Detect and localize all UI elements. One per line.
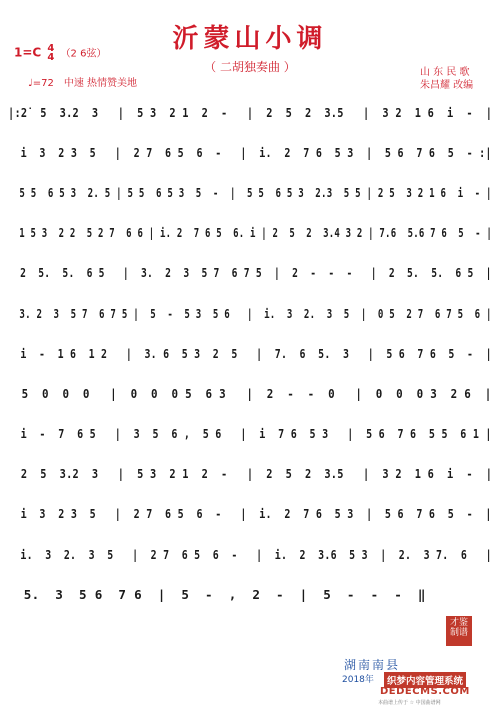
tempo-marking: ♩=72 中速 热情赞美地: [28, 78, 137, 89]
score-line-notes: 5. 3 5 6 7 6 | 5 - , 2 - | 5 - - - ‖: [8, 586, 426, 602]
score-line: [8, 132, 494, 172]
score-line: [8, 574, 494, 614]
seal-stamp: 才鉴 制谱: [446, 616, 472, 646]
score-line: [8, 172, 494, 212]
score-line: [8, 534, 494, 574]
score-line-notes: 5 0 0 0 | 0 0 0 5 6 3 | 2 - - 0 | 0 0 0 3 2 6 |: [8, 385, 492, 401]
score-line-notes: i 3 2 3 5 | 2 7 6 5 6 - | i. 2 7 6 5 3 | 5 6 7 6 5 - |: [8, 506, 492, 522]
score-line-notes: i - 1 6 1 2 | 3. 6 5 3 2 5 | 7. 6 5. 3 | 5 6 7 6 5 - |: [8, 345, 492, 361]
score-line-notes: i 3 2 3 5 | 2 7 6 5 6 - | i. 2 7 6 5 3 | 5 6 7 6 5 - :|: [8, 144, 492, 160]
score-line-notes: 2 5 3.2 3 | 5 3 2 1 2 - | 2 5 2 3.5 | 3 2 1 6 i - |: [8, 466, 493, 482]
arranger-label: 朱昌耀 改编: [420, 80, 474, 91]
score-body: [8, 92, 494, 614]
subtitle: （ 二胡独奏曲 ）: [204, 60, 296, 74]
score-line: [8, 253, 494, 293]
page-title: 沂蒙山小调: [172, 24, 328, 54]
score-line-notes: i - 7 6 5 | 3 5 6 , 5 6 | i 7 6 5 3 | 5 6 7 6 5 5 6 1 |: [8, 426, 492, 442]
score-line: [8, 373, 494, 413]
score-line: [8, 333, 494, 373]
score-line: [8, 494, 494, 534]
score-line-notes: 3. 2 3 5 7 6 7 5 | 5 - 5 3 5 6 | i. 3 2. 3 5 | 0 5 2 7 6 7 5 6 |: [8, 305, 492, 321]
score-line: [8, 414, 494, 454]
footer-date: 2018年: [342, 675, 374, 685]
time-signature-bottom: 4: [47, 52, 55, 63]
watermark-caption: 本曲谱上传于 ☆ 中国曲谱网: [378, 700, 441, 706]
score-line: [8, 213, 494, 253]
score-line-notes: |:2̇ 5 3.2 3 | 5 3 2 1 2 - | 2 5 2 3.5 | 3 2 1 6 i - |: [8, 104, 493, 120]
origin-label: 山 东 民 歌: [420, 67, 470, 78]
key-label: 1=C: [14, 45, 42, 60]
watermark-text: 织梦内容管理系统: [384, 672, 466, 688]
footer-location: 湖南南县: [344, 658, 401, 672]
score-line: [8, 454, 494, 494]
score-line: [8, 293, 494, 333]
watermark-site: DEDECMS.COM: [380, 686, 470, 697]
string-tuning: （2 6弦）: [60, 48, 107, 60]
credits: [420, 66, 473, 92]
score-line-notes: 2 5. 5. 6 5 | 3. 2 3 5 7 6 7 5 | 2 - - - | 2 5. 5. 6 5 |: [8, 265, 492, 281]
score-line-notes: 1 5 3 2 2 5 2 7 6 6 | i. 2 7 6 5 6. i | 2 5 2 3.4 3 2 | 7.6 5.6 7 6 5 - |: [8, 225, 492, 241]
time-signature-top: 4: [47, 43, 55, 54]
score-line: [8, 92, 494, 132]
score-line-notes: 5 5 6 5 3 2. 5 | 5 5 6 5 3 5 - | 5 5 6 5 3 2.3 5 5 | 2 5 3 2 1 6 i - |: [8, 184, 492, 200]
score-line-notes: i. 3 2. 3 5 | 2 7 6 5 6 - | i. 2 3.6 5 3 | 2. 3 7. 6 |: [8, 546, 492, 562]
